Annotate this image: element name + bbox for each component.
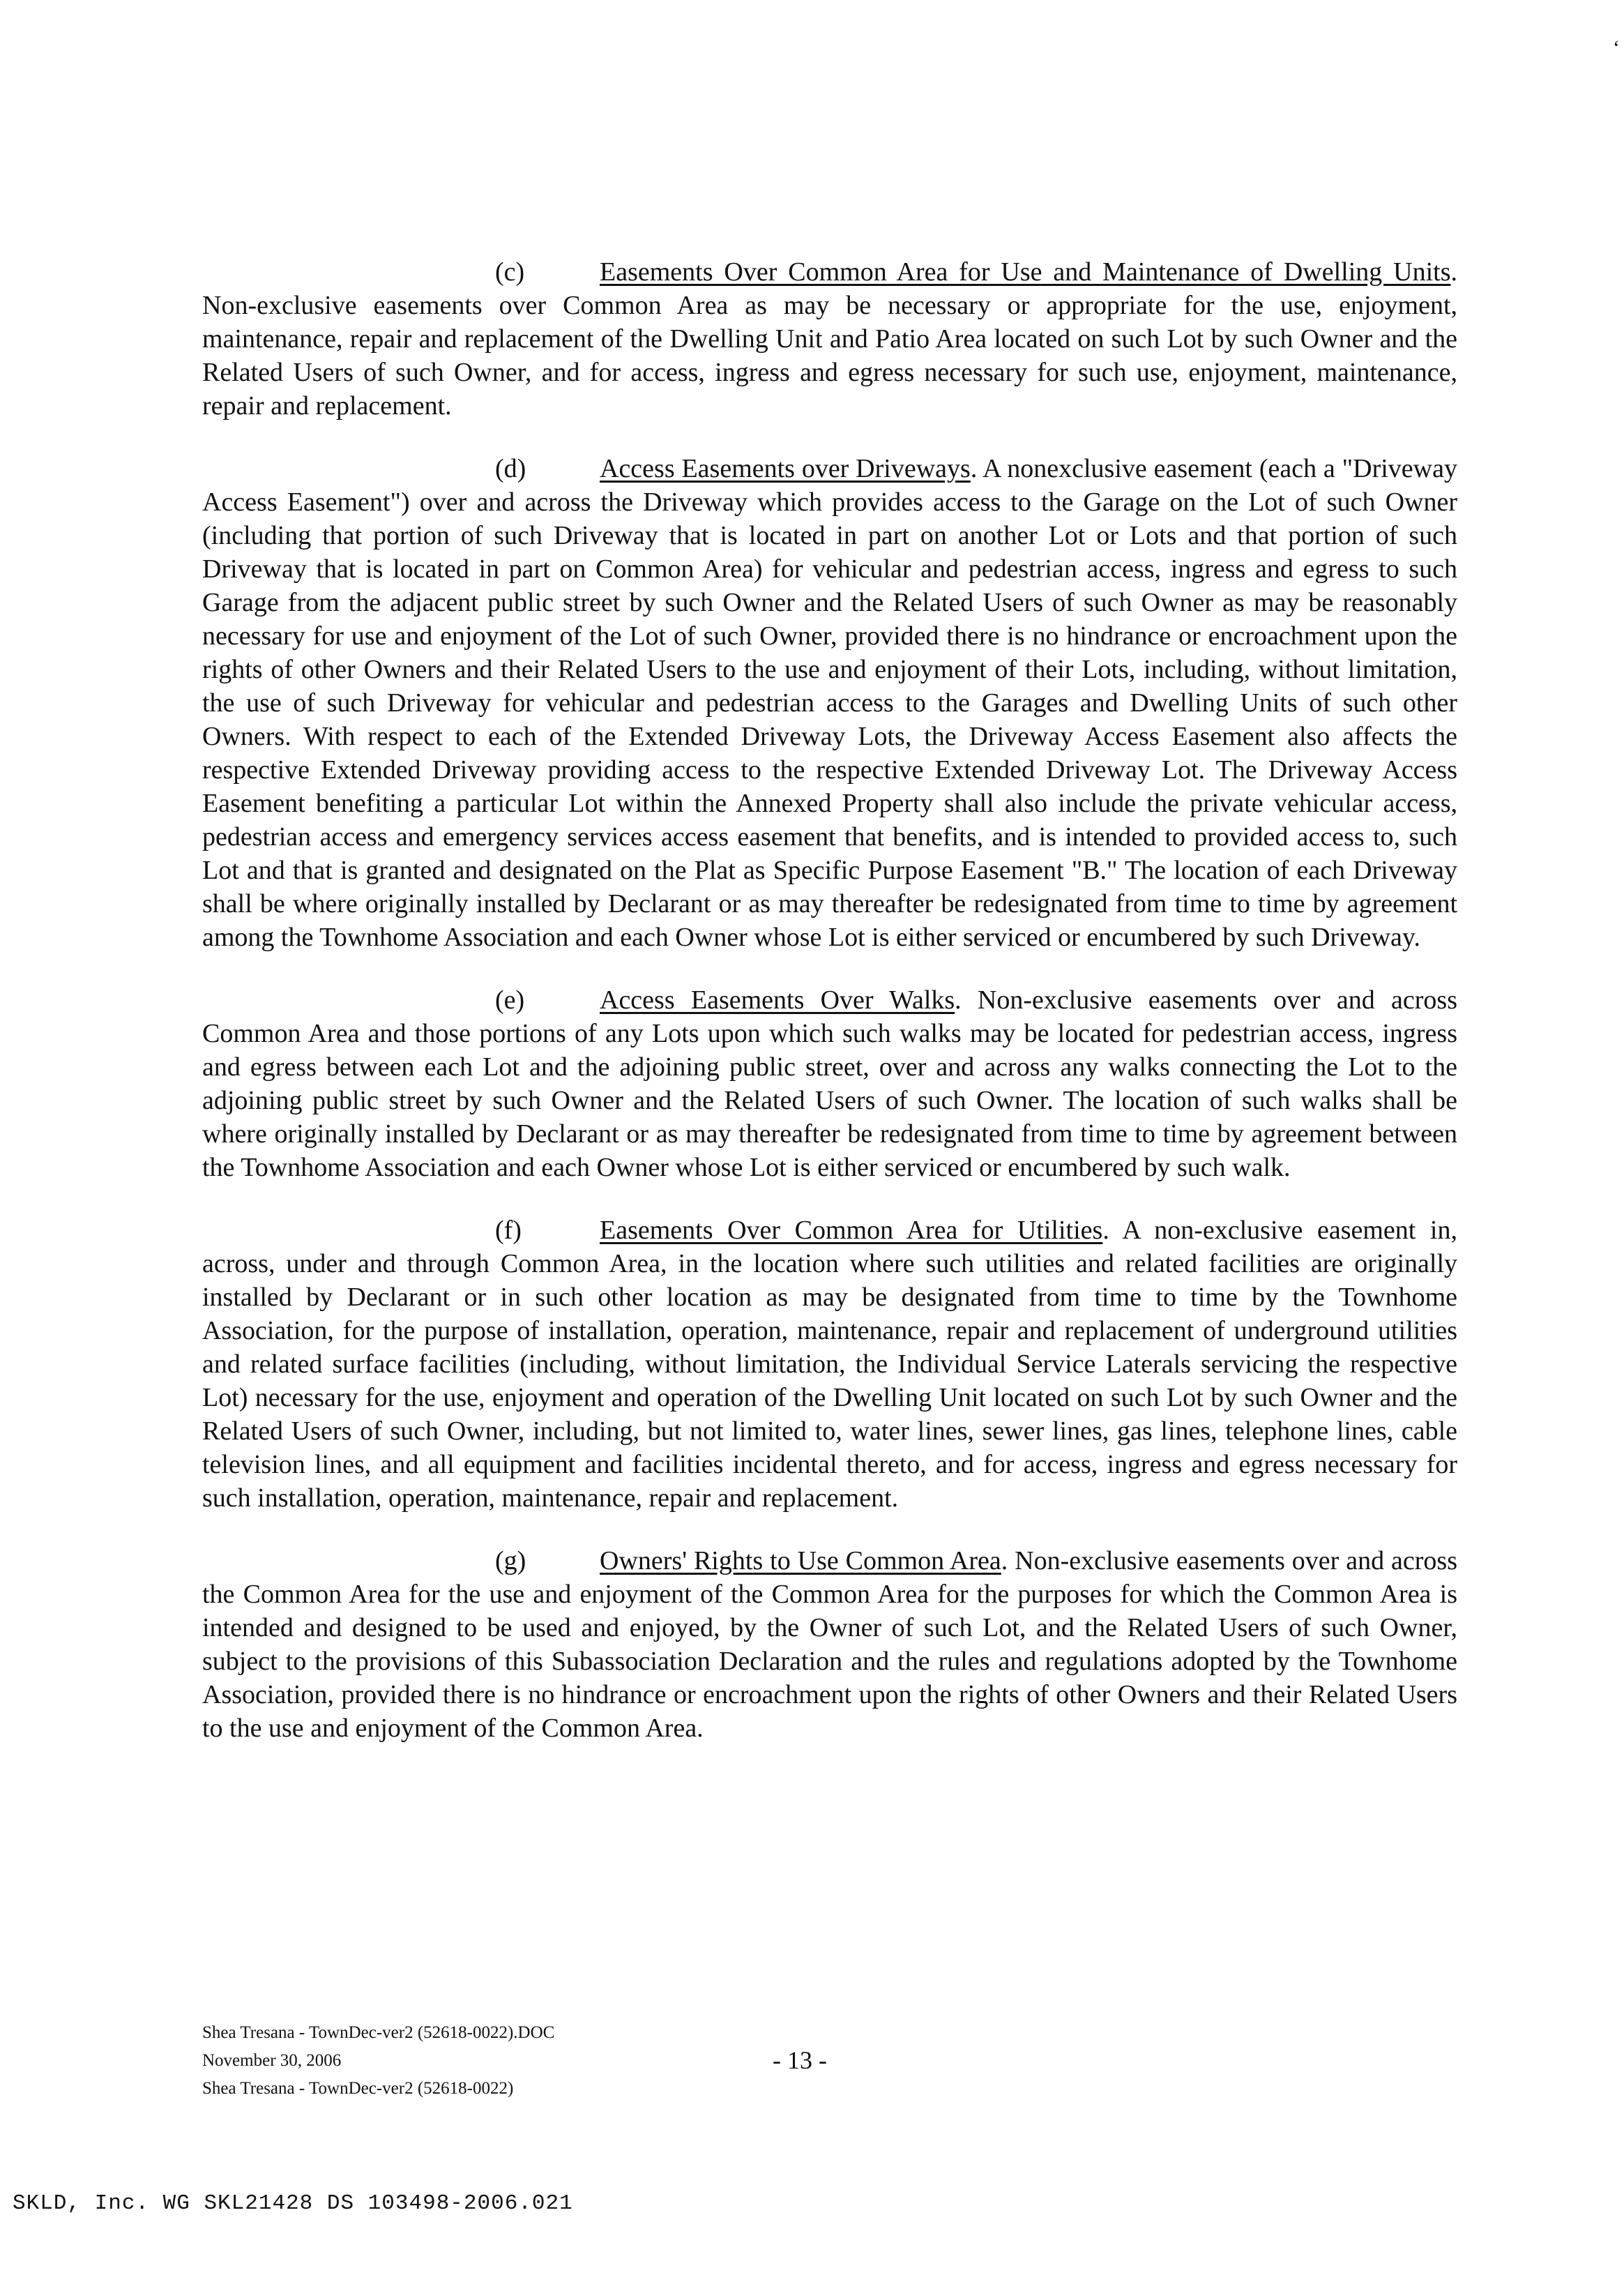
section-heading: Access Easements over Driveways bbox=[600, 454, 971, 483]
document-body bbox=[202, 255, 1457, 1774]
section-label: (d) bbox=[495, 454, 526, 483]
section-body: . A non-exclusive easement in, across, under and through Common Area, in the location where such utilities and related facilities are originally installed by Declarant or in such other location as may be designated from time to time by the Townhome Association, for the purpose of installation, operation, maintenance, repair and replacement of underground utilities and related surface facilities (including, without limitation, the Individual Service Laterals servicing the respective Lot) necessary for the use, enjoyment and operation of the Dwelling Unit located on such Lot by such Owner and the Related Users of such Owner, including, but not limited to, water lines, sewer lines, gas lines, telephone lines, cable television lines, and all equipment and facilities incidental thereto, and for access, ingress and egress necessary for such installation, operation, maintenance, repair and replacement. bbox=[202, 1216, 1457, 1513]
section-e bbox=[202, 983, 1457, 1184]
section-label: (c) bbox=[495, 257, 525, 287]
section-f bbox=[202, 1213, 1457, 1515]
section-body: . Non-exclusive easements over and across Common Area and those portions of any Lots upon which such walks may be located for pedestrian access, ingress and egress between each Lot and the adjoining public street, over and across any walks connecting the Lot to the adjoining public street by such Owner and the Related Users of such Owner. The location of such walks shall be where originally installed by Declarant or as may thereafter be redesignated from time to time by agreement between the Townhome Association and each Owner whose Lot is either serviced or encumbered by such walk. bbox=[202, 985, 1457, 1182]
section-c bbox=[202, 255, 1457, 423]
section-body: . A nonexclusive easement (each a "Driveway Access Easement") over and across the Driveway which provides access to the Garage on the Lot of such Owner (including that portion of such Driveway that is located in part on another Lot or Lots and that portion of such Driveway that is located in part on Common Area) for vehicular and pedestrian access, ingress and egress to such Garage from the adjacent public street by such Owner and the Related Users of such Owner as may be reasonably necessary for use and enjoyment of the Lot of such Owner, provided there is no hindrance or encroachment upon the rights of other Owners and their Related Users to the use and enjoyment of their Lots, including, without limitation, the use of such Driveway for vehicular and pedestrian access to the Garages and Dwelling Units of such other Owners. With respect to each of the Extended Driveway Lots, the Driveway Access Easement also affects the respective Extended Driveway providing access to the respective Extended Driveway Lot. The Driveway Access Easement benefiting a particular Lot within the Annexed Property shall also include the private vehicular access, pedestrian access and emergency services access easement that benefits, and is intended to provided access to, such Lot and that is granted and designated on the Plat as Specific Purpose Easement "B." The location of each Driveway shall be where originally installed by Declarant or as may thereafter be redesignated from time to time by agreement among the Townhome Association and each Owner whose Lot is either serviced or encumbered by such Driveway. bbox=[202, 454, 1457, 952]
footer-filename-short: Shea Tresana - TownDec-ver2 (52618-0022) bbox=[202, 2079, 514, 2098]
section-heading: Access Easements Over Walks bbox=[600, 985, 955, 1015]
section-label: (f) bbox=[495, 1216, 522, 1245]
section-heading: Owners' Rights to Use Common Area bbox=[600, 1546, 1001, 1575]
section-g bbox=[202, 1544, 1457, 1745]
footer-date: November 30, 2006 bbox=[202, 2051, 342, 2070]
section-body: . Non-exclusive easements over and across the Common Area for the use and enjoyment of the Common Area for the purposes for which the Common Area is intended and designed to be used and enjoyed, by the Owner of such Lot, and the Related Users of such Owner, subject to the provisions of this Subassociation Declaration and the rules and regulations adopted by the Townhome Association, provided there is no hindrance or encroachment upon the rights of other Owners and their Related Users to the use and enjoyment of the Common Area. bbox=[202, 1546, 1457, 1743]
section-body: . Non-exclusive easements over Common Area as may be necessary or appropriate for the use, enjoyment, maintenance, repair and replacement of the Dwelling Unit and Patio Area located on such Lot by such Owner and the Related Users of such Owner, and for access, ingress and egress necessary for such use, enjoyment, maintenance, repair and replacement. bbox=[202, 257, 1457, 421]
section-label: (g) bbox=[495, 1546, 526, 1575]
recording-stamp: SKLD, Inc. WG SKL21428 DS 103498-2006.021 bbox=[13, 2191, 573, 2216]
section-label: (e) bbox=[495, 985, 525, 1015]
footer-filename: Shea Tresana - TownDec-ver2 (52618-0022).DOC bbox=[202, 2023, 555, 2042]
section-heading: Easements Over Common Area for Use and Maintenance of Dwelling Units bbox=[600, 257, 1451, 287]
document-footer bbox=[202, 2019, 554, 2103]
page-corner-mark: ‘ bbox=[1613, 36, 1620, 59]
page-number: - 13 - bbox=[773, 2046, 827, 2074]
section-d bbox=[202, 452, 1457, 954]
section-heading: Easements Over Common Area for Utilities bbox=[600, 1216, 1103, 1245]
